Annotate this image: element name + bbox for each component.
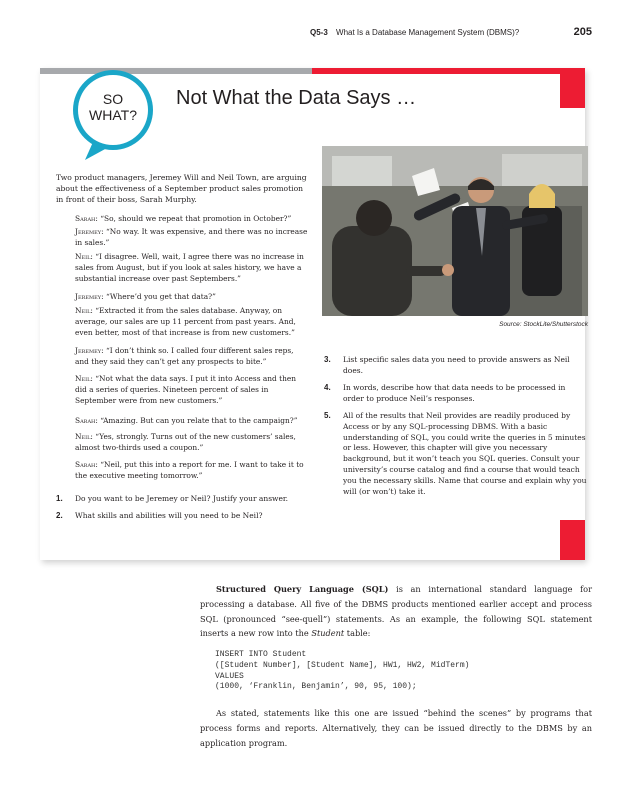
banner-red-bar: [312, 68, 585, 74]
so-what-badge: [63, 68, 163, 168]
dialogue-text: “Not what the data says. I put it into Access and then did a series of queries. Nineteen percent of sales in September were from new customers.”: [75, 374, 296, 405]
speaker: Neil:: [75, 374, 93, 383]
speaker: Neil:: [75, 252, 93, 261]
dialogue-line: [75, 374, 308, 406]
speaker: Sarah:: [75, 214, 98, 223]
question-number: 4.: [324, 383, 331, 392]
question-item: [56, 511, 311, 522]
dialogue-line: [75, 252, 308, 284]
paragraph-text: is an international standard language for processing a database. All five of the DBMS products mentioned earlier accept and process SQL (pronounced “see-quell”) statements. As an example, the following SQL statement inserts a new row into the: [200, 584, 592, 639]
question-text: Do you want to be Jeremey or Neil? Justify your answer.: [75, 494, 289, 503]
speaker: Neil:: [75, 432, 93, 441]
section-title: What Is a Database Management System (DBMS)?: [336, 28, 520, 37]
feature-title: Not What the Data Says …: [176, 87, 417, 109]
question-number: 5.: [324, 411, 331, 420]
dialogue-line: [75, 292, 308, 303]
paragraph-text: As stated, statements like this one are issued “behind the scenes” by programs that process forms and reports. Alternatively, they can be issued directly to the DBMS by an application program.: [200, 708, 592, 748]
question-text: What skills and abilities will you need to be Neil?: [75, 511, 263, 520]
dialogue-line: [75, 227, 308, 249]
dialogue-line: [75, 346, 308, 368]
intro-paragraph: Two product managers, Jeremey Will and Neil Town, are arguing about the effectiveness of a September product sales promotion in front of their boss, Sarah Murphy.: [56, 173, 307, 204]
question-number: 1.: [56, 494, 63, 503]
paragraph-text: table:: [344, 628, 371, 639]
key-term: Structured Query Language (SQL): [216, 584, 389, 594]
question-item: [324, 411, 588, 497]
question-item: [56, 494, 311, 505]
speaker: Neil:: [75, 306, 93, 315]
speaker: Jeremey:: [75, 292, 104, 301]
dialogue-text: “Neil, put this into a report for me. I want to take it to the executive meeting tomorrow.”: [75, 460, 304, 480]
sql-paragraph: [200, 582, 592, 641]
dialogue-text: “Where’d you get that data?”: [105, 292, 216, 301]
banner-red-tab: [560, 68, 585, 108]
speaker: Jeremey:: [75, 227, 104, 236]
speaker: Jeremey:: [75, 346, 104, 355]
photo-credit: Source: StockLite/Shutterstock: [499, 321, 588, 328]
dialogue-text: “I don’t think so. I called four different sales reps, and they said they can’t get any prospects to bite.”: [75, 346, 294, 366]
question-text: List specific sales data you need to provide answers as Neil does.: [343, 355, 570, 375]
question-item: [324, 355, 588, 377]
dialogue-text: “Amazing. But can you relate that to the campaign?”: [100, 416, 298, 425]
closing-paragraph: [200, 706, 592, 750]
question-text: In words, describe how that data needs to be processed in order to produce Neil’s responses.: [343, 383, 566, 403]
table-name: Student: [311, 628, 345, 639]
bottom-red-tab: [560, 520, 585, 560]
office-argument-photo: [322, 146, 588, 316]
running-header: [310, 28, 592, 42]
dialogue-line: [75, 460, 308, 482]
code-line: VALUES: [215, 671, 244, 681]
question-text: All of the results that Neil provides are readily produced by Access or by any SQL-processing DBMS. With a basic understanding of SQL, you could write the queries in 5 minutes or less. However, this chapter will give you necessary background, but it won’t teach you SQL queries. Consult your university’s course catalog and find a course that would teach you the necessary skills. Name that course and explain why you will (or won’t) take it.: [343, 411, 587, 496]
question-number: 2.: [56, 511, 63, 520]
dialogue-text: “So, should we repeat that promotion in October?”: [100, 214, 292, 223]
speaker: Sarah:: [75, 416, 98, 425]
speaker: Sarah:: [75, 460, 98, 469]
dialogue-text: “No way. It was expensive, and there was no increase in sales.”: [75, 227, 308, 247]
dialogue-line: [75, 306, 308, 338]
dialogue-text: “I disagree. Well, wait, I agree there was no increase in sales from August, but if you look at sales history, we have a substantial increase over past Septembers.”: [75, 252, 304, 283]
section-number: Q5-3: [310, 28, 328, 37]
dialogue-line: [75, 214, 308, 225]
badge-line-2: WHAT?: [89, 107, 137, 123]
badge-line-1: SO: [102, 91, 124, 107]
question-item: [324, 383, 588, 405]
code-line: (1000, ‘Franklin, Benjamin’, 90, 95, 100);: [215, 682, 417, 692]
dialogue-line: [75, 432, 308, 454]
dialogue-line: [75, 416, 308, 427]
code-line: INSERT INTO Student: [215, 650, 307, 659]
code-line: ([Student Number], [Student Name], HW1, HW2, MidTerm): [215, 660, 470, 670]
sql-code-block: [215, 650, 469, 693]
dialogue-text: “Extracted it from the sales database. Anyway, on average, our sales are up 11 percent from past years. And, even better, most of that increase is from new customers.”: [75, 306, 296, 337]
question-number: 3.: [324, 355, 331, 364]
dialogue-text: “Yes, strongly. Turns out of the new customers’ sales, almost two-thirds used a coupon.”: [75, 432, 296, 452]
page-number: 205: [573, 26, 592, 38]
